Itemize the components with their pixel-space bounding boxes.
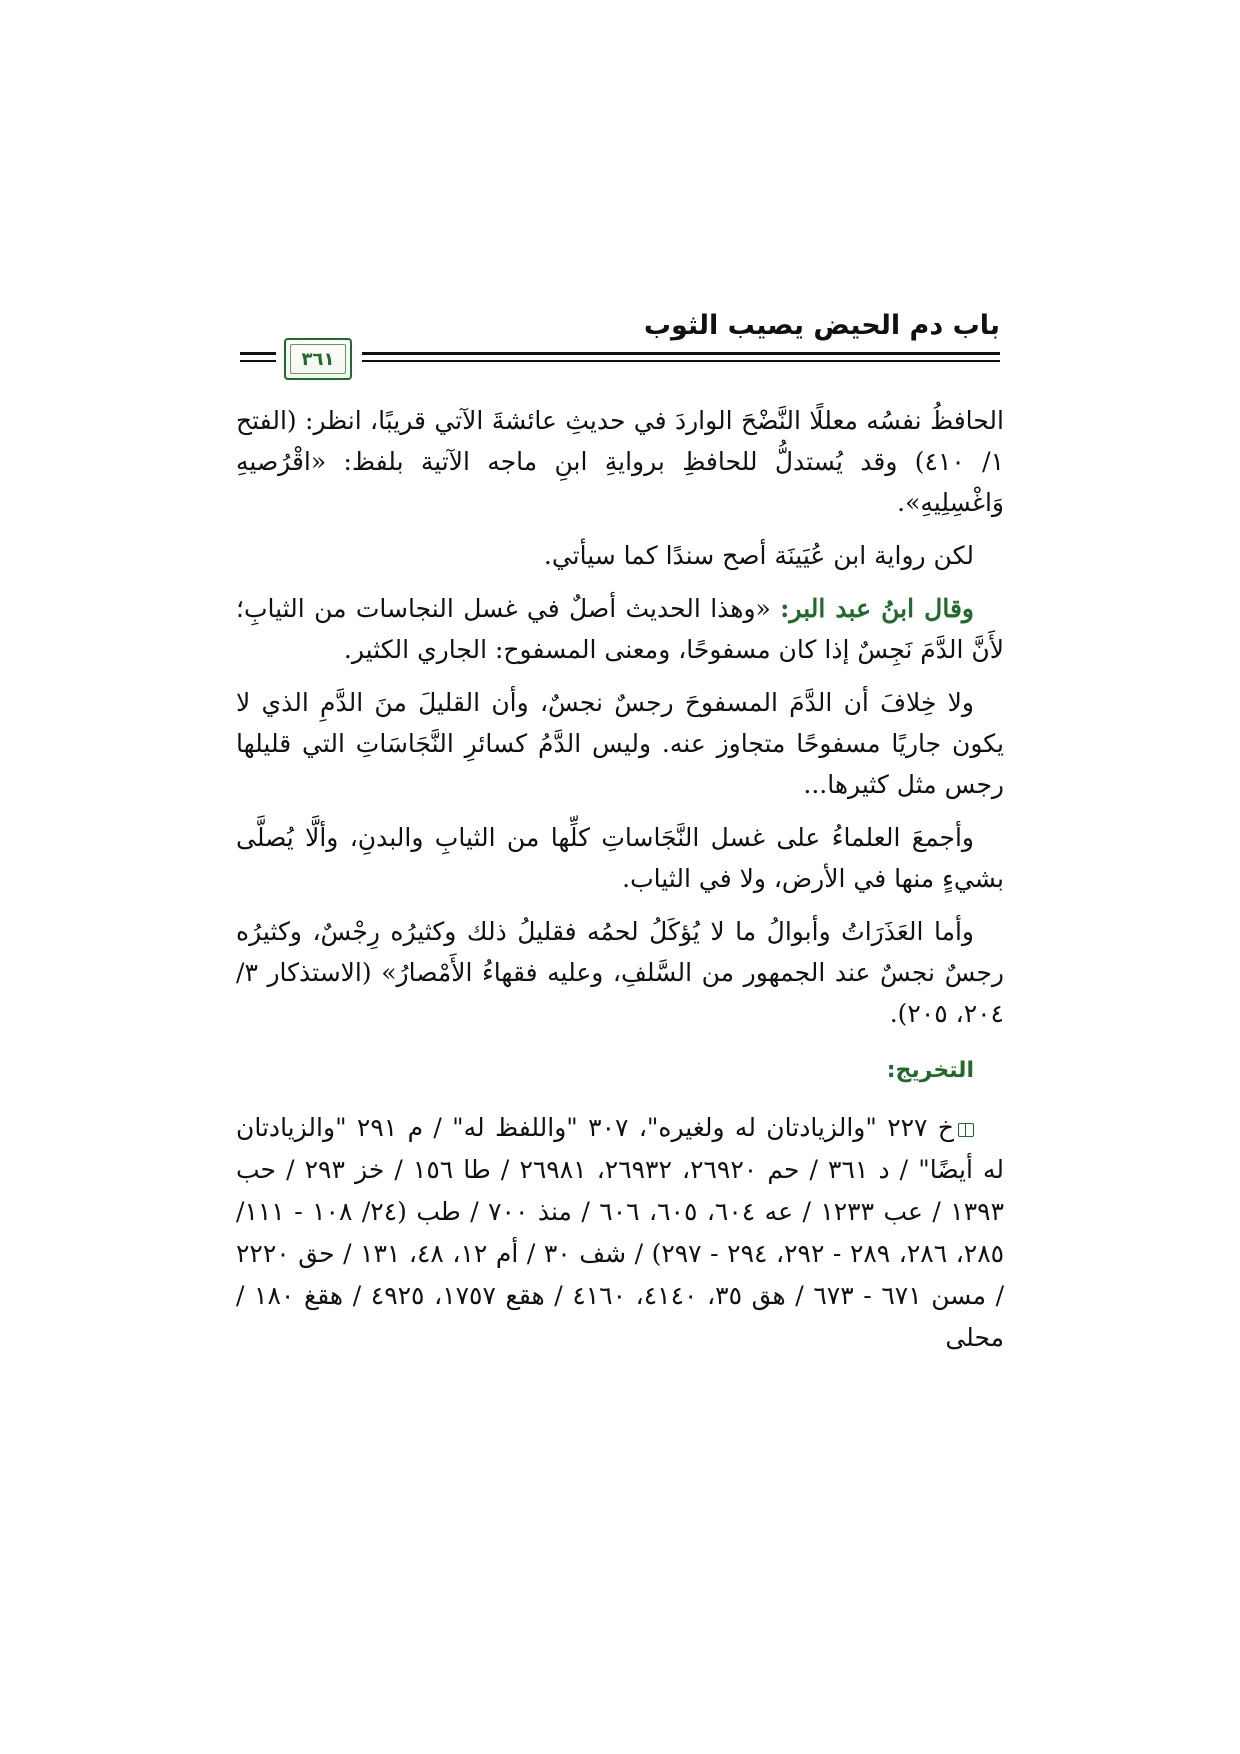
paragraph-5: وأما العَذَرَاتُ وأبوالُ ما لا يُؤكَلُ لحمُه فقليلُ ذلك وكثيرُه رِجْسٌ، وكثيرُه رجسٌ نجسٌ عند الجمهور من السَّلفِ، وعليه فقهاءُ الأَمْصارُ» (الاستذكار ٣/ ٢٠٤، ٢٠٥). xyxy=(236,917,1004,1028)
page-number: ٣٦١ xyxy=(301,348,335,370)
takhrij-paragraph xyxy=(236,1107,1004,1359)
page-number-frame xyxy=(284,338,352,380)
header-rule-bottom-right xyxy=(362,360,1000,362)
header-rule-top-right xyxy=(362,352,1000,355)
takhrij-heading: التخريج: xyxy=(886,1058,974,1083)
quote-speaker: وقال ابنُ عبد البر: xyxy=(780,594,974,623)
paragraph-1: الحافظُ نفسُه معللًا النَّضْحَ الواردَ في حديثِ عائشةَ الآتي قريبًا، انظر: (الفتح ١/ ٤١٠) وقد يُستدلُّ للحافظِ بروايةِ ابنِ ماجه الآتية بلفظ: «اقْرُصيهِ وَاغْسِلِيهِ». xyxy=(236,406,1005,517)
paragraph-4: وأجمعَ العلماءُ على غسل النَّجَاساتِ كلِّها من الثيابِ والبدنِ، وألَّا يُصلَّى بشيءٍ منها في الأرض، ولا في الثياب. xyxy=(236,823,1004,893)
header-rule-top-left xyxy=(240,352,276,355)
quote-text: «وهذا الحديث أصلٌ في غسل النجاسات من الثيابِ؛ لأَنَّ الدَّمَ نَجِسٌ إذا كان مسفوحًا، ومعنى المسفوح: الجاري الكثير. xyxy=(236,594,1004,664)
chapter-title: باب دم الحيض يصيب الثوب xyxy=(643,310,1000,341)
paragraph-3: ولا خِلافَ أن الدَّمَ المسفوحَ رجسٌ نجسٌ، وأن القليلَ منَ الدَّمِ الذي لا يكون جاريًا مسفوحًا متجاوز عنه. وليس الدَّمُ كسائرِ النَّجَاسَاتِ التي قليلها رجس مثل كثيرها... xyxy=(236,688,1004,799)
header-rule-bottom-left xyxy=(240,360,276,362)
paragraph-2: لكن رواية ابن عُيَينَة أصح سندًا كما سيأتي. xyxy=(543,541,974,570)
takhrij-text: خ ٢٢٧ "والزيادتان له ولغيره"، ٣٠٧ "واللفظ له" / م ٢٩١ "والزيادتان له أيضًا" / د ٣٦١ / حم ٢٦٩٢٠، ٢٦٩٣٢، ٢٦٩٨١ / طا ١٥٦ / خز ٢٩٣ / حب ١٣٩٣ / عب ١٢٣٣ / عه ٦٠٤، ٦٠٥، ٦٠٦ / منذ ٧٠٠ / طب (٢٤/ ١٠٨ - ١١١/ ٢٨٥، ٢٨٦، ٢٨٩ - ٢٩٢، ٢٩٤ - ٢٩٧) / شف ٣٠ / أم ١٢، ٤٨، ١٣١ / حق ٢٢٢٠ / مسن ٦٧١ - ٦٧٣ / هق ٣٥، ٤١٤٠، ٤١٦٠ / هقع ١٧٥٧، ٤٩٢٥ / هقغ ١٨٠ / محلى xyxy=(236,1113,1005,1352)
page-header xyxy=(240,308,1000,388)
quote-paragraph xyxy=(236,588,1004,670)
book-icon xyxy=(958,1123,974,1137)
page-body xyxy=(236,400,1004,1359)
